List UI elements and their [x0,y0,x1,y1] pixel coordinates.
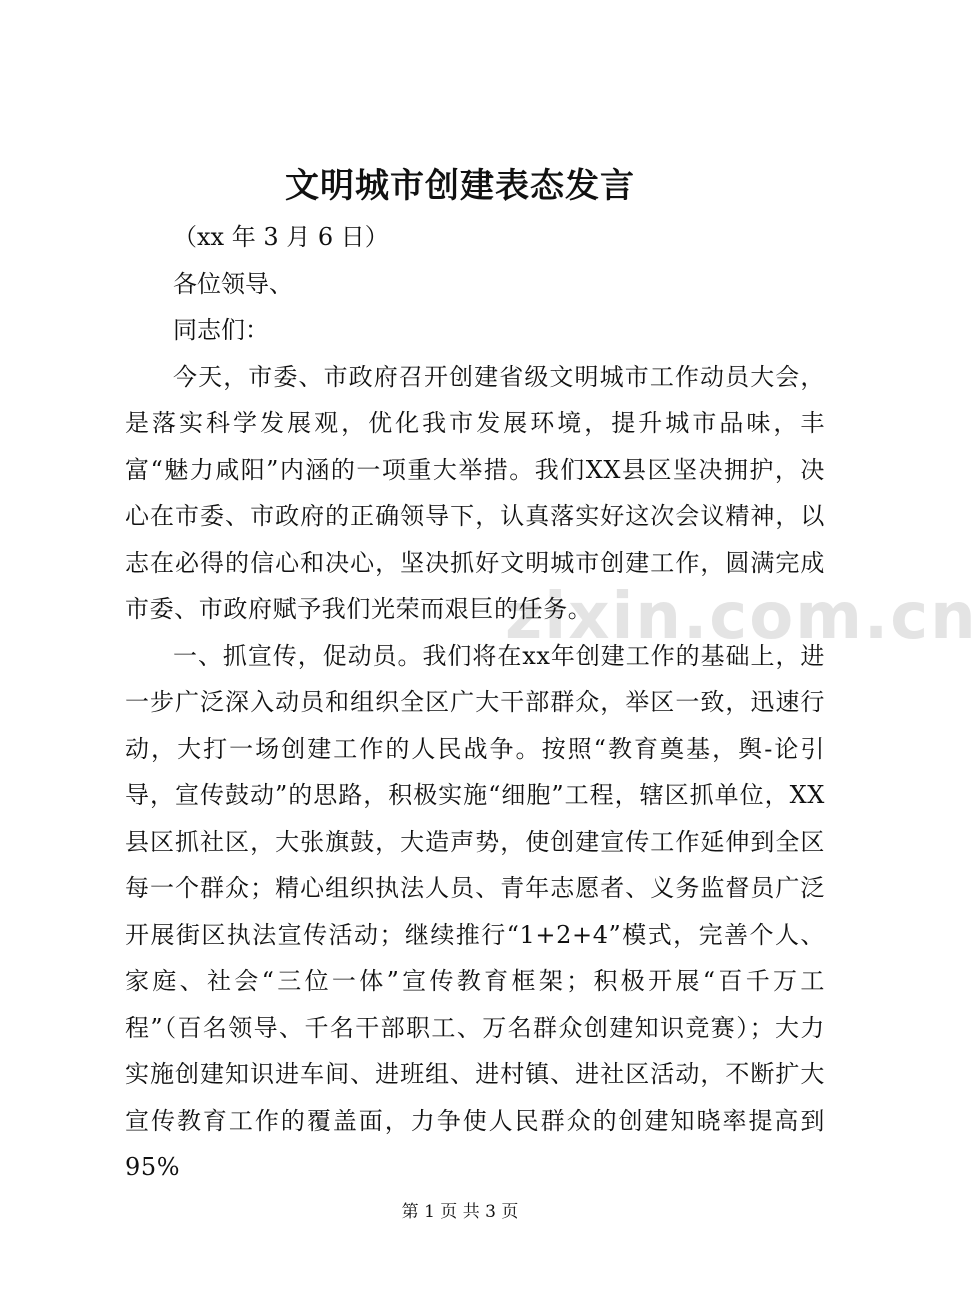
document-title: 文明城市创建表态发言 [285,166,635,206]
paragraph-intro: 今天，市委、市政府召开创建省级文明城市工作动员大会，是落实科学发展观，优化我市发展环境，提升城市品味，丰富“魅力咸阳”内涵的一项重大举措。我们XX县区坚决拥护，决心在市委、市政府的正确领导下，认真落实好这次会议精神，以志在必得的信心和决心，坚决抓好文明城市创建工作，圆满完成市委、市政府赋予我们光荣而艰巨的任务。 [125,362,825,623]
salutation-leaders: 各位领导、 [173,269,293,298]
salutation-comrades: 同志们： [173,316,269,344]
paragraph-publicity: 一、抓宣传，促动员。我们将在xx年创建工作的基础上，进一步广泛深入动员和组织全区广大干部群众，举区一致，迅速行动，大打一场创建工作的人民战争。按照“教育奠基，舆-论引导，宣传鼓动”的思路，积极实施“细胞”工程，辖区抓单位，XX县区抓社区，大张旗鼓，大造声势，使创建宣传工作延伸到全区每一个群众；精心组织执法人员、青年志愿者、义务监督员广泛开展街区执法宣传活动；继续推行“1+2+4”模式，完善个人、家庭、社会“三位一体”宣传教育框架；积极开展“百千万工程”（百名领导、千名干部职工、万名群众创建知识竞赛）；大力实施创建知识进车间、进班组、进村镇、进社区活动，不断扩大宣传教育工作的覆盖面，力争使人民群众的创建知晓率提高到95% [125,641,825,1181]
document-body [125,214,825,1191]
document-date: （xx 年 3 月 6 日） [173,223,389,251]
page-footer: 第 1 页 共 3 页 [401,1202,519,1222]
watermark: zixin.com.cn [505,580,978,654]
